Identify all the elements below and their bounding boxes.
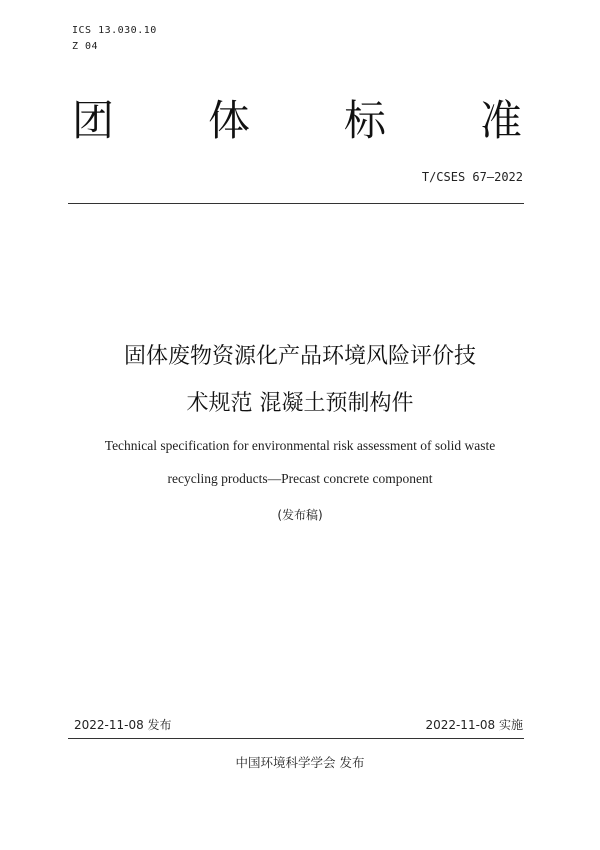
draft-status: (发布稿) — [277, 508, 323, 522]
ccs-code: Z 04 — [72, 41, 99, 52]
ics-code: ICS 13.030.10 — [72, 25, 157, 36]
standard-type-char: 标 — [343, 96, 386, 145]
document-title-en-line2: recycling products—Precast concrete component — [167, 471, 433, 486]
implementation-date: 2022-11-08 实施 — [425, 718, 523, 732]
bottom-divider — [68, 738, 524, 739]
standard-number: T/CSES 67—2022 — [421, 170, 523, 184]
document-title-cn-line1: 固体废物资源化产品环境风险评价技 — [123, 344, 476, 369]
top-divider — [68, 203, 524, 204]
standard-type-char: 准 — [479, 96, 522, 145]
standard-type-title — [72, 96, 522, 146]
standard-type-char: 体 — [207, 96, 250, 145]
document-title-cn-line2: 术规范 混凝土预制构件 — [186, 391, 414, 416]
issue-date: 2022-11-08 发布 — [74, 718, 172, 732]
publisher: 中国环境科学学会 发布 — [235, 755, 365, 770]
standard-type-char: 团 — [72, 96, 115, 145]
document-title-en-line1: Technical specification for environmental risk assessment of solid waste — [104, 438, 496, 453]
